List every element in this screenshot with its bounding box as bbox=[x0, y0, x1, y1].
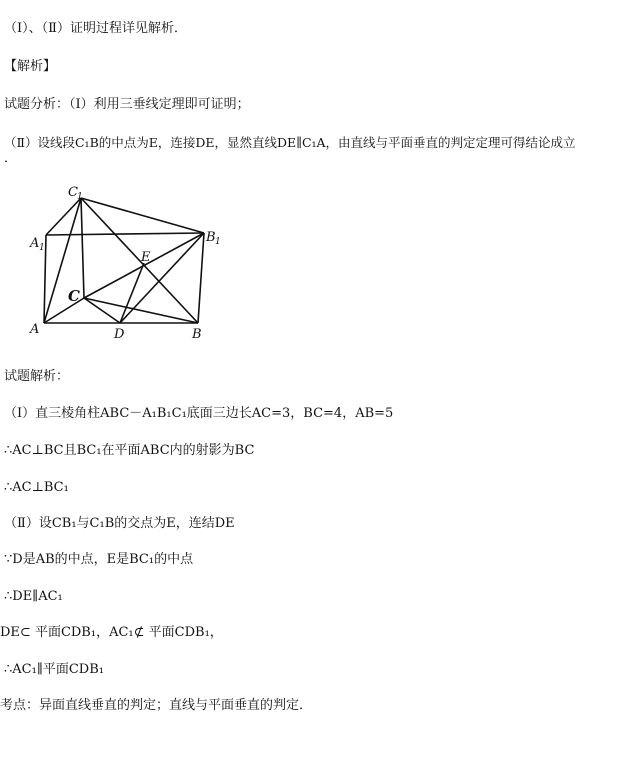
edge-BC1 bbox=[81, 198, 198, 323]
label-B: B bbox=[192, 327, 202, 342]
label-B1: B bbox=[206, 230, 216, 245]
label-D: D bbox=[114, 327, 125, 342]
edge-CC1 bbox=[81, 198, 84, 298]
solution-header: 试题解析： bbox=[4, 369, 70, 384]
solution-line-4: （Ⅱ）设CB₁与C₁B的交点为E，连结DE bbox=[4, 516, 235, 531]
label-A1: A bbox=[30, 236, 40, 251]
solution-line-5: ∵D是AB的中点，E是BC₁的中点 bbox=[4, 552, 194, 567]
analysis-line-1: 试题分析：（Ⅰ）利用三垂线定理即可证明； bbox=[4, 97, 250, 112]
label-C1-sub: 1 bbox=[77, 192, 83, 202]
answer-line: （Ⅰ）、（Ⅱ）证明过程详见解析． bbox=[4, 21, 187, 36]
edge-DB1 bbox=[120, 233, 204, 323]
solution-line-2: ∴AC⊥BC且BC₁在平面ABC内的射影为BC bbox=[4, 443, 255, 458]
solution-line-3: ∴AC⊥BC₁ bbox=[4, 480, 69, 495]
label-A1-sub: 1 bbox=[39, 243, 45, 253]
edge-BB1 bbox=[198, 233, 204, 323]
label-A: A bbox=[30, 322, 40, 337]
solution-line-8: ∴AC₁∥平面CDB₁ bbox=[4, 662, 104, 677]
prism-figure bbox=[26, 183, 222, 343]
label-B1-sub: 1 bbox=[215, 237, 221, 247]
solution-line-6: ∴DE∥AC₁ bbox=[4, 589, 63, 604]
label-C: C bbox=[68, 287, 80, 305]
analysis-line-2: （Ⅱ）设线段C₁B的中点为E，连接DE，显然直线DE∥C₁A，由直线与平面垂直的判定定理可得结论成立 bbox=[4, 135, 576, 150]
label-E: E bbox=[141, 250, 151, 265]
label-C1: C bbox=[68, 185, 78, 200]
edge-CB1 bbox=[84, 233, 204, 298]
jiexi-header: 【解析】 bbox=[4, 59, 57, 74]
solution-line-1: （Ⅰ）直三棱角柱ABC－A₁B₁C₁底面三边长AC=3，BC=4，AB=5 bbox=[4, 406, 394, 421]
edge-C1B1 bbox=[81, 198, 204, 233]
analysis-line-2-end: ． bbox=[4, 151, 18, 166]
kaodian-line: 考点：异面直线垂直的判定；直线与平面垂直的判定． bbox=[0, 698, 313, 713]
solution-line-7: DE⊂ 平面CDB₁，AC₁⊄ 平面CDB₁， bbox=[0, 625, 223, 640]
